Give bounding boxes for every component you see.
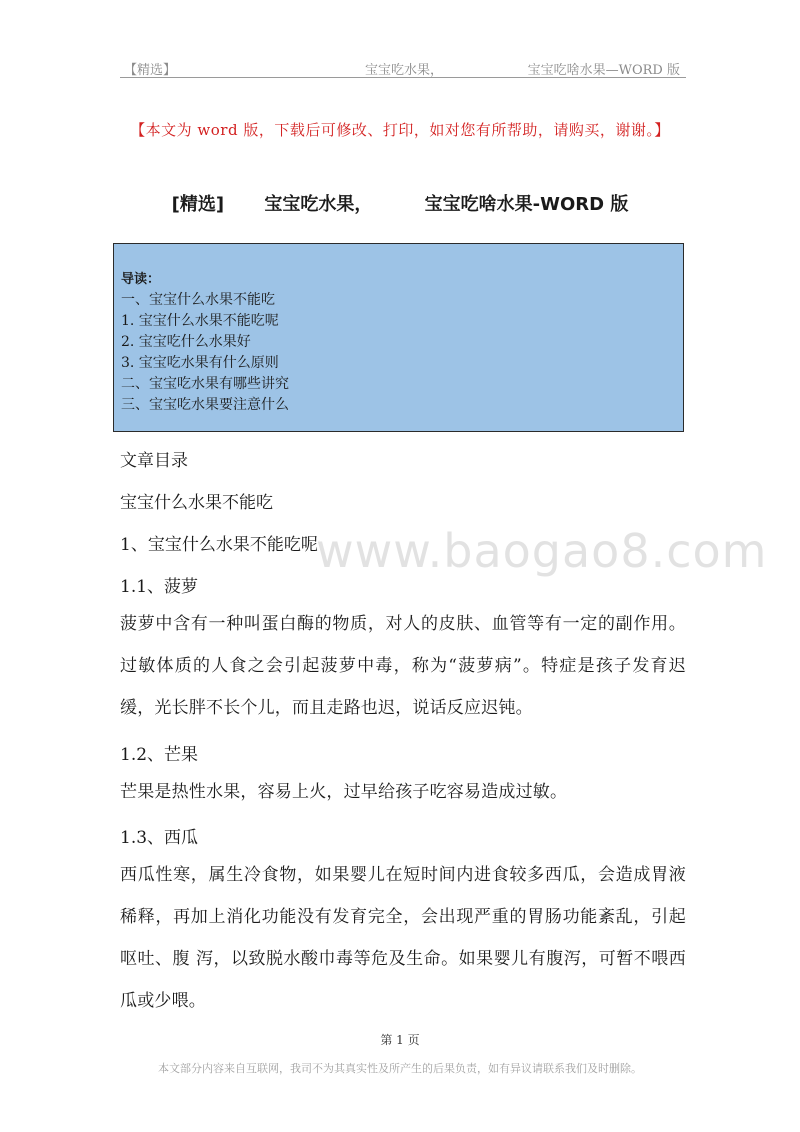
page-footer-disclaimer: 本文部分内容来自互联网，我司不为其真实性及所产生的后果负责，如有异议请联系我们及时删除。 xyxy=(158,1062,642,1075)
item-3-paragraph: 西瓜性寒，属生冷食物，如果婴儿在短时间内进食较多西瓜，会造成胃液稀释，再加上消化功能没有发育完全，会出现严重的胃肠功能紊乱，引起呕吐、腹 泻，以致脱水酸巾毒等危及生命。如果婴儿有腹泻，可暂不喂西瓜或少喂。 xyxy=(120,865,686,1011)
header-right-label: 宝宝吃啥水果—WORD 版 xyxy=(527,63,680,78)
header-left-label: 【精选】 xyxy=(124,63,177,78)
purchase-notice: 【本文为 word 版，下载后可修改、打印，如对您有所帮助，请购买，谢谢。】 xyxy=(130,121,670,139)
guide-box xyxy=(113,243,684,432)
guide-item[interactable]: 一、宝宝什么水果不能吃 xyxy=(121,292,275,308)
header-middle-label: 宝宝吃水果， xyxy=(365,63,444,78)
guide-item[interactable]: 二、宝宝吃水果有哪些讲究 xyxy=(121,376,289,392)
section-title: 宝宝什么水果不能吃 xyxy=(120,493,273,513)
guide-item[interactable]: 2. 宝宝吃什么水果好 xyxy=(121,334,251,350)
guide-item[interactable]: 3. 宝宝吃水果有什么原则 xyxy=(121,355,279,371)
subsection-title: 1、宝宝什么水果不能吃呢 xyxy=(120,535,318,555)
page-number: 第 1 页 xyxy=(380,1033,420,1047)
item-2-title: 1.2、芒果 xyxy=(120,745,199,765)
item-1-paragraph: 菠萝中含有一种叫蛋白酶的物质，对人的皮肤、血管等有一定的副作用。过敏体质的人食之会引起菠萝中毒，称为“菠萝病”。特症是孩子发育迟缓，光长胖不长个儿，而且走路也迟，说话反应迟钝。 xyxy=(120,614,686,718)
title-part-1: [精选] xyxy=(171,194,225,215)
title-part-3: 宝宝吃啥水果-WORD 版 xyxy=(424,194,629,215)
toc-heading: 文章目录 xyxy=(120,451,188,471)
item-2-paragraph: 芒果是热性水果，容易上火，过早给孩子吃容易造成过敏。 xyxy=(120,782,568,802)
item-3-title: 1.3、西瓜 xyxy=(120,828,199,848)
page-header xyxy=(120,57,686,78)
watermark: www.baogao8.com xyxy=(316,524,768,578)
guide-item[interactable]: 三、宝宝吃水果要注意什么 xyxy=(121,397,289,413)
title-part-2: 宝宝吃水果， xyxy=(264,194,373,215)
guide-item[interactable]: 1. 宝宝什么水果不能吃呢 xyxy=(121,313,279,329)
item-1-title: 1.1、菠萝 xyxy=(120,577,199,597)
guide-heading: 导读： xyxy=(121,272,161,287)
document-title xyxy=(0,190,800,216)
